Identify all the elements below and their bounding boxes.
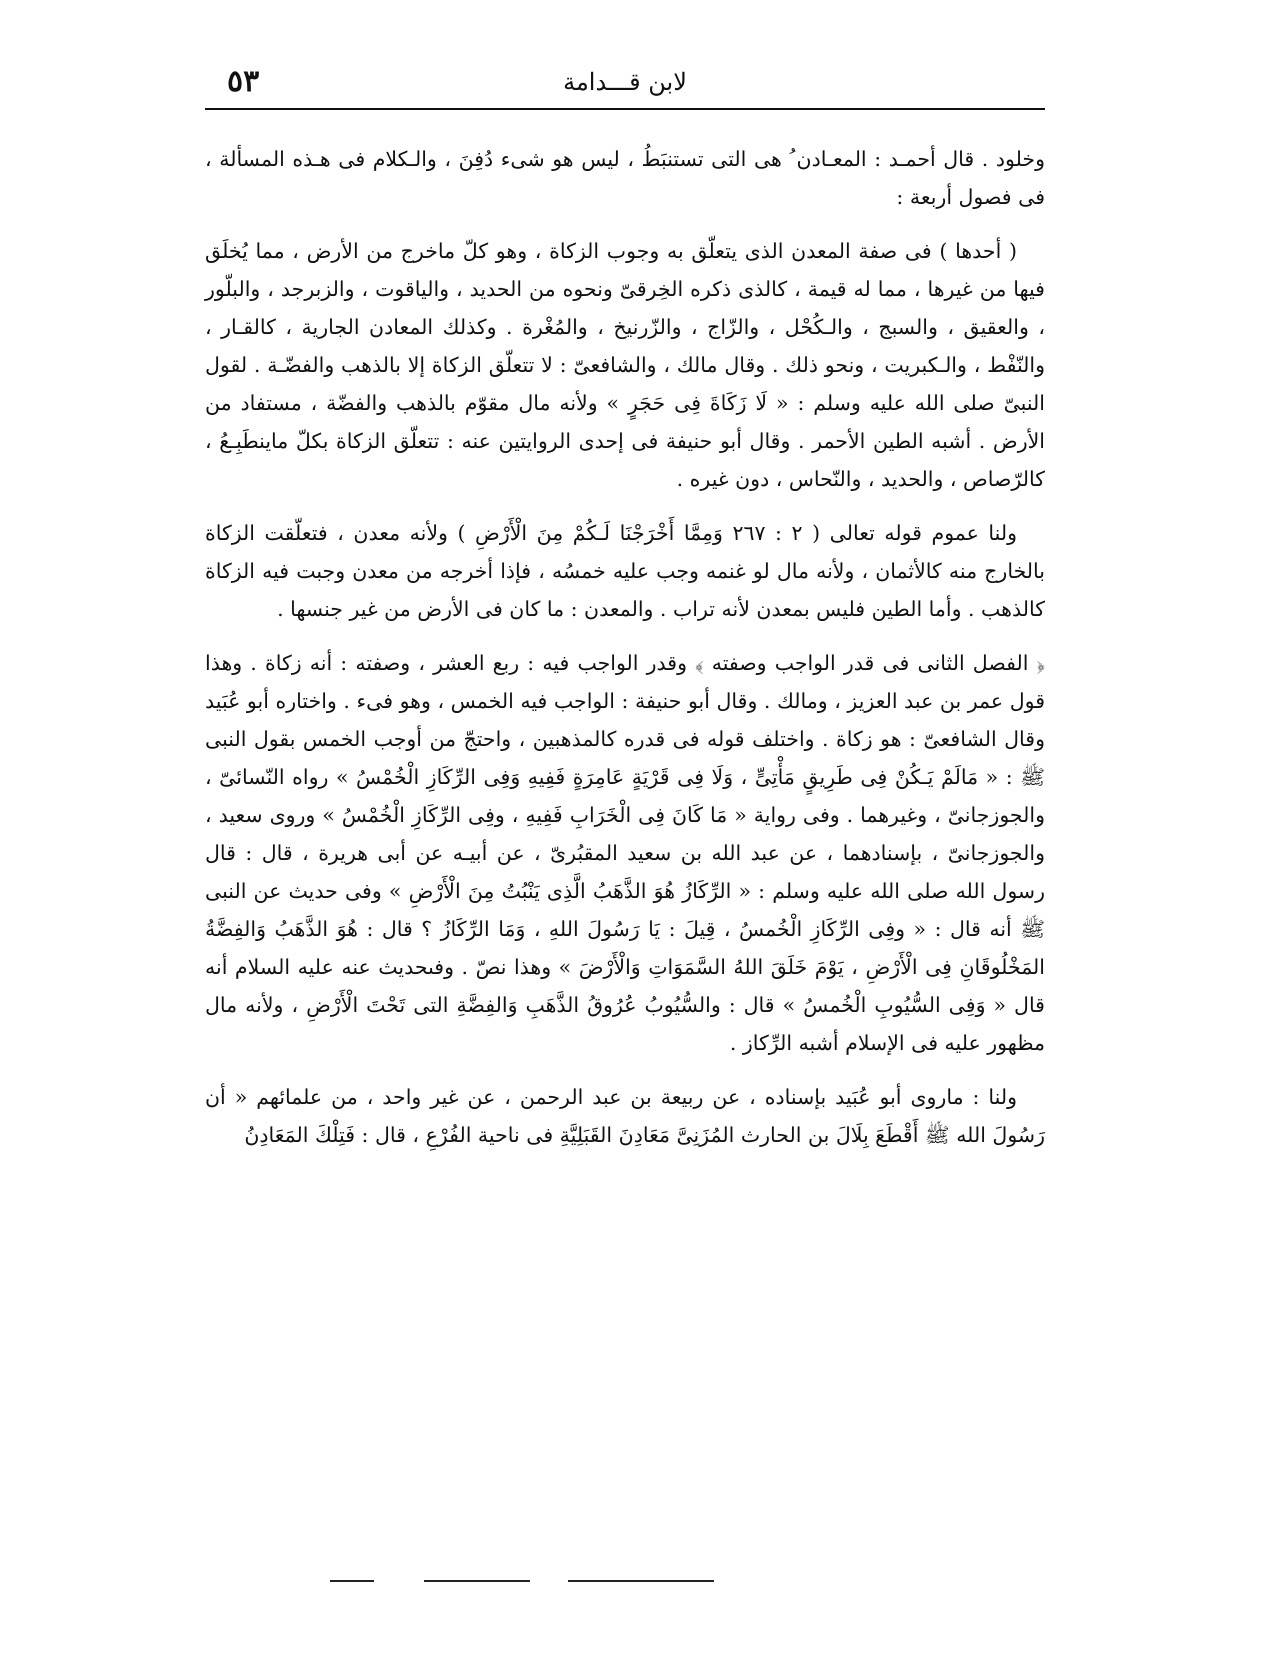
paragraph-5: ولنا : ماروى أبو عُبَيد بإسناده ، عن ربيعة بن عبد الرحمن ، عن غير واحد ، من علمائهم « أن رَسُولَ الله ﷺ أَقْطَعَ بِلَالَ بن الحارث المُزَنِىَّ مَعَادِنَ القَبَلِيَّةِ فى ناحية الفُرْعِ ، قال : فَتِلْكَ المَعَادِنُ [205, 1085, 1045, 1147]
footer-rules [330, 1580, 870, 1584]
body-text [205, 140, 1045, 1170]
paragraph-1: وخلود . قال أحمـد : المعـادن ُ هى التى تستنبَطُ ، ليس هو شىء دُفِنَ ، والـكلام فى هـذه المسألة ، فى فصول أربعة : [205, 147, 1045, 209]
paragraph-4: ﴿ الفصل الثانى فى قدر الواجب وصفته ﴾ وقدر الواجب فيه : ربع العشر ، وصفته : أنه زكاة . وهذا قول عمر بن عبد العزيز ، ومالك . وقال أبو حنيفة : الواجب فيه الخمس ، وهو فىء . واختاره أبو عُبَيد وقال الشافعىّ : هو زكاة . واختلف قوله فى قدره كالمذهبين ، واحتجّ من أوجب الخمس بقول النبى ﷺ : « مَالَمْ يَـكُنْ فِى طَرِيقٍ مَأْتِىٍّ ، وَلَا فِى قَرْيَةٍ عَامِرَةٍ فَفِيهِ وَفِى الرِّكَازِ الْخُمْسُ » رواه النّسائىّ ، والجوزجانىّ ، وغيرهما . وفى رواية « مَا كَانَ فِى الْخَرَابِ فَفِيهِ ، وفِى الرِّكَازِ الْخُمْسُ » وروى سعيد ، والجوزجانىّ ، بإسنادهما ، عن عبد الله بن سعيد المقبُرىّ ، عن أبيـه عن أبى هريرة ، قال : قال رسول الله صلى الله عليه وسلم : « الرِّكَازُ هُوَ الذَّهَبُ الَّذِى يَنْبُتُ مِنَ الْأَرْضِ » وفى حديث عن النبى ﷺ أنه قال : « وفِى الرِّكَازِ الْخُمسُ ، قِيلَ : يَا رَسُولَ اللهِ ، وَمَا الرِّكَازُ ؟ قال : هُوَ الذَّهَبُ وَالفِضَّةُ المَخْلُوقَانِ فِى الْأَرْضِ ، يَوْمَ خَلَقَ اللهُ السَّمَوَاتِ وَالْأَرْضَ » وهذا نصّ . وفىحديث عنه عليه السلام أنه قال « وَفِى السُّيُوبِ الْخُمسُ » قال : والسُّيُوبُ عُرُوقُ الذَّهَبِ وَالفِضَّةِ التى تَحْتَ الْأَرْضِ ، ولأنه مال مظهور عليه فى الإسلام أشبه الرِّكاز . [205, 651, 1045, 1055]
footer-rule-long [568, 1580, 714, 1582]
running-title: لابن قـــدامة [563, 68, 687, 96]
page-header [205, 62, 1045, 110]
page-number: ٥٣ [227, 64, 260, 99]
footer-rule-medium [424, 1580, 530, 1582]
paragraph-3: ولنا عموم قوله تعالى ( ٢ : ٢٦٧ وَمِمَّا أَخْرَجْنَا لَـكُمْ مِنَ الْأَرْضِ ) ولأنه معدن ، فتعلّقت الزكاة بالخارج منه كالأثمان ، ولأنه مال لو غنمه وجب عليه خمسُه ، فإذا أخرجه من معدن وجبت فيه الزكاة كالذهب . وأما الطين فليس بمعدن لأنه تراب . والمعدن : ما كان فى الأرض من غير جنسها . [205, 521, 1045, 621]
paragraph-2: ( أحدها ) فى صفة المعدن الذى يتعلّق به وجوب الزكاة ، وهو كلّ ماخرج من الأرض ، مما يُخلَق فيها من غيرها ، مما له قيمة ، كالذى ذكره الخِرقىّ ونحوه من الحديد ، والياقوت ، والزبرجد ، والبلّور ، والعقيق ، والسبج ، والـكُحْل ، والزّاج ، والزّرنيخ ، والمُغْرة . وكذلك المعادن الجارية ، كالقـار ، والنّفْط ، والـكبريت ، ونحو ذلك . وقال مالك ، والشافعىّ : لا تتعلّق الزكاة إلا بالذهب والفضّـة . لقول النبىّ صلى الله عليه وسلم : « لَا زَكَاةَ فِى حَجَرٍ » ولأنه مال مقوّم بالذهب والفضّة ، مستفاد من الأرض . أشبه الطين الأحمر . وقال أبو حنيفة فى إحدى الروايتين عنه : تتعلّق الزكاة بكلّ ماينطَبِـعُ ، كالرّصاص ، والحديد ، والنّحاس ، دون غيره . [205, 239, 1045, 491]
footer-rule-short [330, 1580, 374, 1582]
